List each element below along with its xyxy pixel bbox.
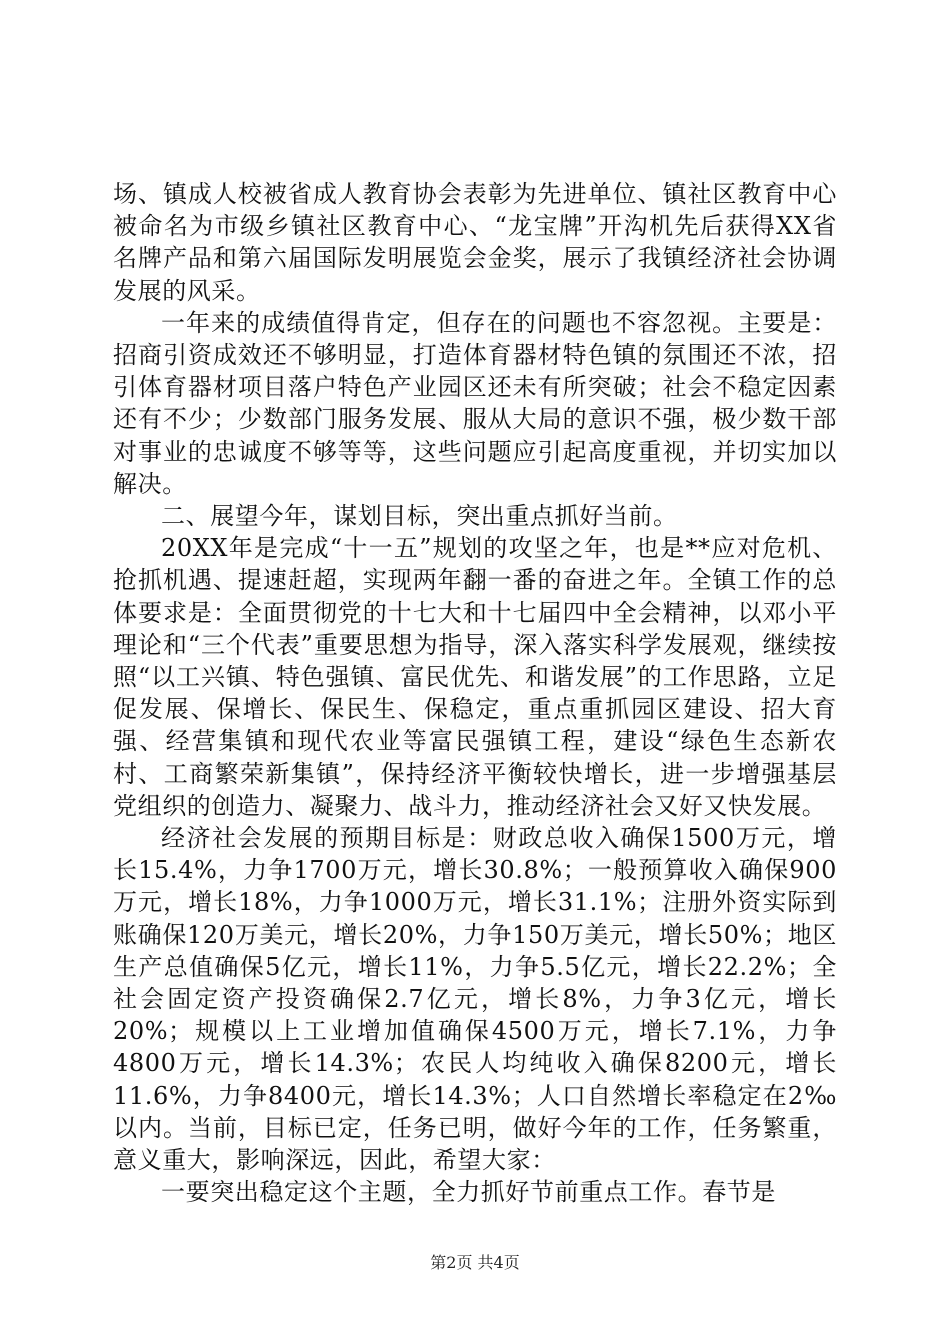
paragraph-4: 20XX年是完成“十一五”规划的攻坚之年，也是**应对危机、抢抓机遇、提速赶超，实现两年翻一番的奋进之年。全镇工作的总体要求是：全面贯彻党的十七大和十七届四中全会精神，以邓小平理论和“三个代表”重要思想为指导，深入落实科学发展观，继续按照“以工兴镇、特色强镇、富民优先、和谐发展”的工作思路，立足促发展、保增长、保民生、保稳定，重点重抓园区建设、招大育强、经营集镇和现代农业等富民强镇工程，建设“绿色生态新农村、工商繁荣新集镇”，保持经济平衡较快增长，进一步增强基层党组织的创造力、凝聚力、战斗力，推动经济社会又好又快发展。: [113, 534, 837, 820]
page-footer: 第2页 共4页: [430, 1253, 520, 1272]
paragraph-6: 一要突出稳定这个主题，全力抓好节前重点工作。春节是: [161, 1178, 776, 1207]
document-body: [113, 178, 837, 1209]
paragraph-2: 一年来的成绩值得肯定，但存在的问题也不容忽视。主要是：招商引资成效还不够明显，打造体育器材特色镇的氛围还不浓，招引体育器材项目落户特色产业园区还未有所突破；社会不稳定因素还有不少；少数部门服务发展、服从大局的意识不强，极少数干部对事业的忠诚度不够等等，这些问题应引起高度重视，并切实加以解决。: [113, 308, 837, 498]
paragraph-5: 经济社会发展的预期目标是：财政总收入确保1500万元，增长15.4%，力争1700万元，增长30.8%；一般预算收入确保900万元，增长18%，力争1000万元，增长31.1%；注册外资实际到账确保120万美元，增长20%，力争150万美元，增长50%；地区生产总值确保5亿元，增长11%，力争5.5亿元，增长22.2%；全社会固定资产投资确保2.7亿元，增长8%，力争3亿元，增长20%；规模以上工业增加值确保4500万元，增长7.1%，力争4800万元，增长14.3%；农民人均纯收入确保8200元，增长11.6%，力争8400元，增长14.3%；人口自然增长率稳定在2‰以内。当前，目标已定，任务已明，做好今年的工作，任务繁重，意义重大，影响深远，因此，希望大家：: [113, 824, 837, 1175]
section-heading-2: 二、展望今年，谋划目标，突出重点抓好当前。: [161, 502, 678, 531]
paragraph-1: 场、镇成人校被省成人教育协会表彰为先进单位、镇社区教育中心被命名为市级乡镇社区教育中心、“龙宝牌”开沟机先后获得XX省名牌产品和第六届国际发明展览会金奖，展示了我镇经济社会协调发展的风采。: [113, 180, 837, 305]
